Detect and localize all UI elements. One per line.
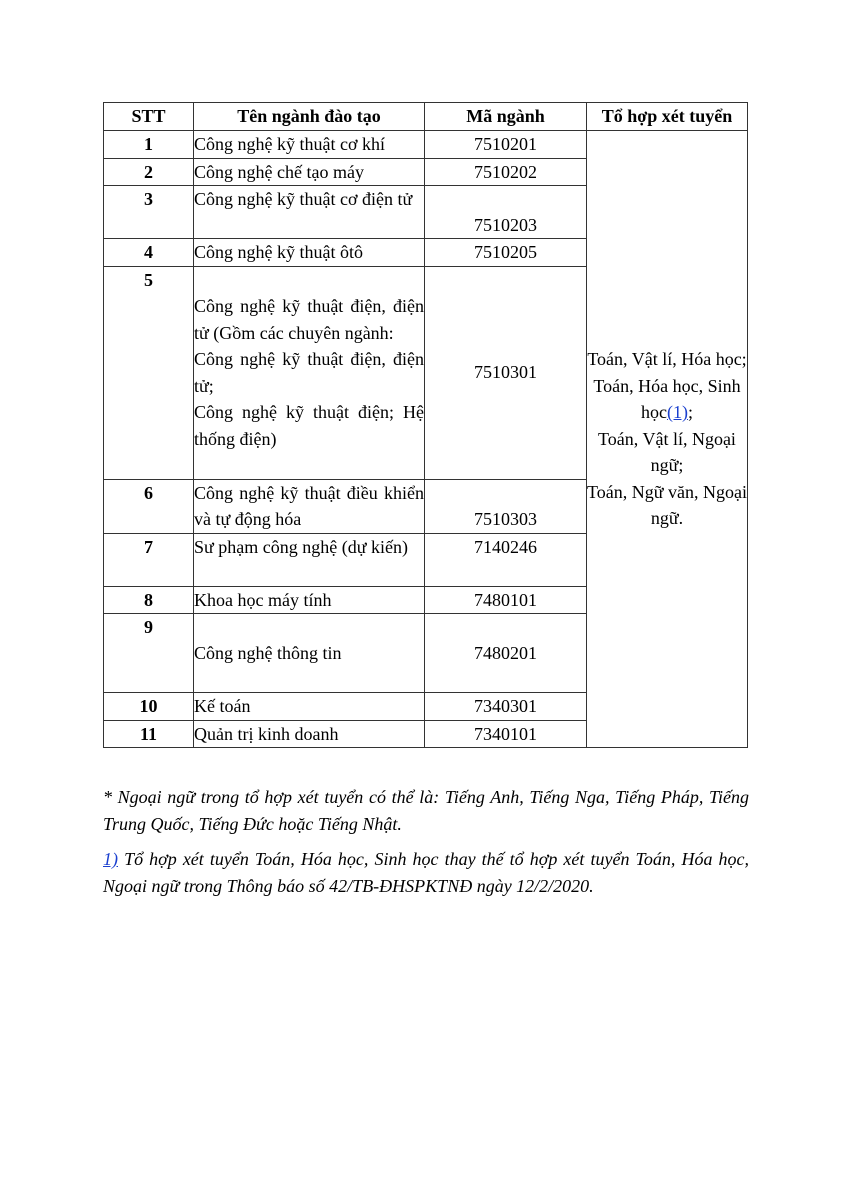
combo-line-2-text: Toán, Hóa học, Sinh học — [593, 375, 741, 423]
row-major-code: 7510303 — [425, 479, 587, 533]
row-major-code: 7140246 — [425, 533, 587, 586]
row-major-name: Sư phạm công nghệ (dự kiến) — [194, 533, 425, 586]
row-stt: 5 — [104, 266, 194, 479]
row-major-code: 7340301 — [425, 693, 587, 721]
row-major-code: 7510202 — [425, 158, 587, 186]
footnote — [103, 846, 749, 900]
row-stt: 7 — [104, 533, 194, 586]
row-stt: 3 — [104, 186, 194, 239]
row-major-code: 7510201 — [425, 131, 587, 159]
row-major-code: 7480201 — [425, 614, 587, 693]
row-major-name: Công nghệ chế tạo máy — [194, 158, 425, 186]
row-stt: 1 — [104, 131, 194, 159]
row-major-name: Kế toán — [194, 693, 425, 721]
foreign-language-note: * Ngoại ngữ trong tổ hợp xét tuyển có thể là: Tiếng Anh, Tiếng Nga, Tiếng Pháp, Tiếng Trung Quốc, Tiếng Đức hoặc Tiếng Nhật. — [103, 787, 749, 834]
row-major-name: Khoa học máy tính — [194, 586, 425, 614]
majors-table — [103, 102, 748, 748]
table-header-row — [104, 103, 748, 131]
footnote-anchor-link[interactable]: 1) — [103, 849, 118, 869]
row-stt: 9 — [104, 614, 194, 693]
subject-combinations-cell — [587, 131, 748, 748]
combo-line-2-end: ; — [687, 402, 693, 423]
row-major-name: Công nghệ kỹ thuật điều khiển và tự động hóa — [194, 479, 425, 533]
row-major-name: Quản trị kinh doanh — [194, 720, 425, 748]
row-major-name — [194, 266, 425, 479]
footnote-text: Tổ hợp xét tuyển Toán, Hóa học, Sinh học thay thế tổ hợp xét tuyển Toán, Hóa học, Ngoại ngữ trong Thông báo số 42/TB-ĐHSPKTNĐ ngày 12/2/2020. — [103, 849, 749, 896]
row-stt: 2 — [104, 158, 194, 186]
row-major-code: 7510203 — [425, 186, 587, 239]
row-stt: 11 — [104, 720, 194, 748]
header-major-code: Mã ngành — [425, 103, 587, 131]
row-major-code: 7340101 — [425, 720, 587, 748]
row-stt: 8 — [104, 586, 194, 614]
table-row — [104, 131, 748, 159]
row-major-name: Công nghệ kỹ thuật ôtô — [194, 239, 425, 267]
header-subject-combination: Tổ hợp xét tuyển — [587, 103, 748, 131]
header-major-name: Tên ngành đào tạo — [194, 103, 425, 131]
header-stt: STT — [104, 103, 194, 131]
row-major-code: 7510301 — [425, 266, 587, 479]
row-major-code: 7510205 — [425, 239, 587, 267]
footnote-ref-link[interactable]: (1) — [666, 402, 688, 423]
combo-line-2 — [587, 373, 747, 426]
row-major-code: 7480101 — [425, 586, 587, 614]
row-major-name: Công nghệ kỹ thuật cơ điện tử — [194, 186, 425, 239]
row-major-name-line-3: Công nghệ kỹ thuật điện; Hệ thống điện) — [194, 402, 424, 449]
combo-line-3: Toán, Vật lí, Ngoại ngữ; — [598, 428, 736, 476]
row-major-name-line-2: Công nghệ kỹ thuật điện, điện tử; — [194, 349, 424, 396]
row-stt: 10 — [104, 693, 194, 721]
combo-line-4: Toán, Ngữ văn, Ngoại ngữ. — [587, 481, 747, 529]
row-major-name-line-1: Công nghệ kỹ thuật điện, điện tử (Gồm các chuyên ngành: — [194, 296, 424, 343]
row-major-name: Công nghệ thông tin — [194, 614, 425, 693]
row-stt: 4 — [104, 239, 194, 267]
row-major-name: Công nghệ kỹ thuật cơ khí — [194, 131, 425, 159]
combo-line-1: Toán, Vật lí, Hóa học; — [587, 349, 747, 370]
row-stt: 6 — [104, 479, 194, 533]
